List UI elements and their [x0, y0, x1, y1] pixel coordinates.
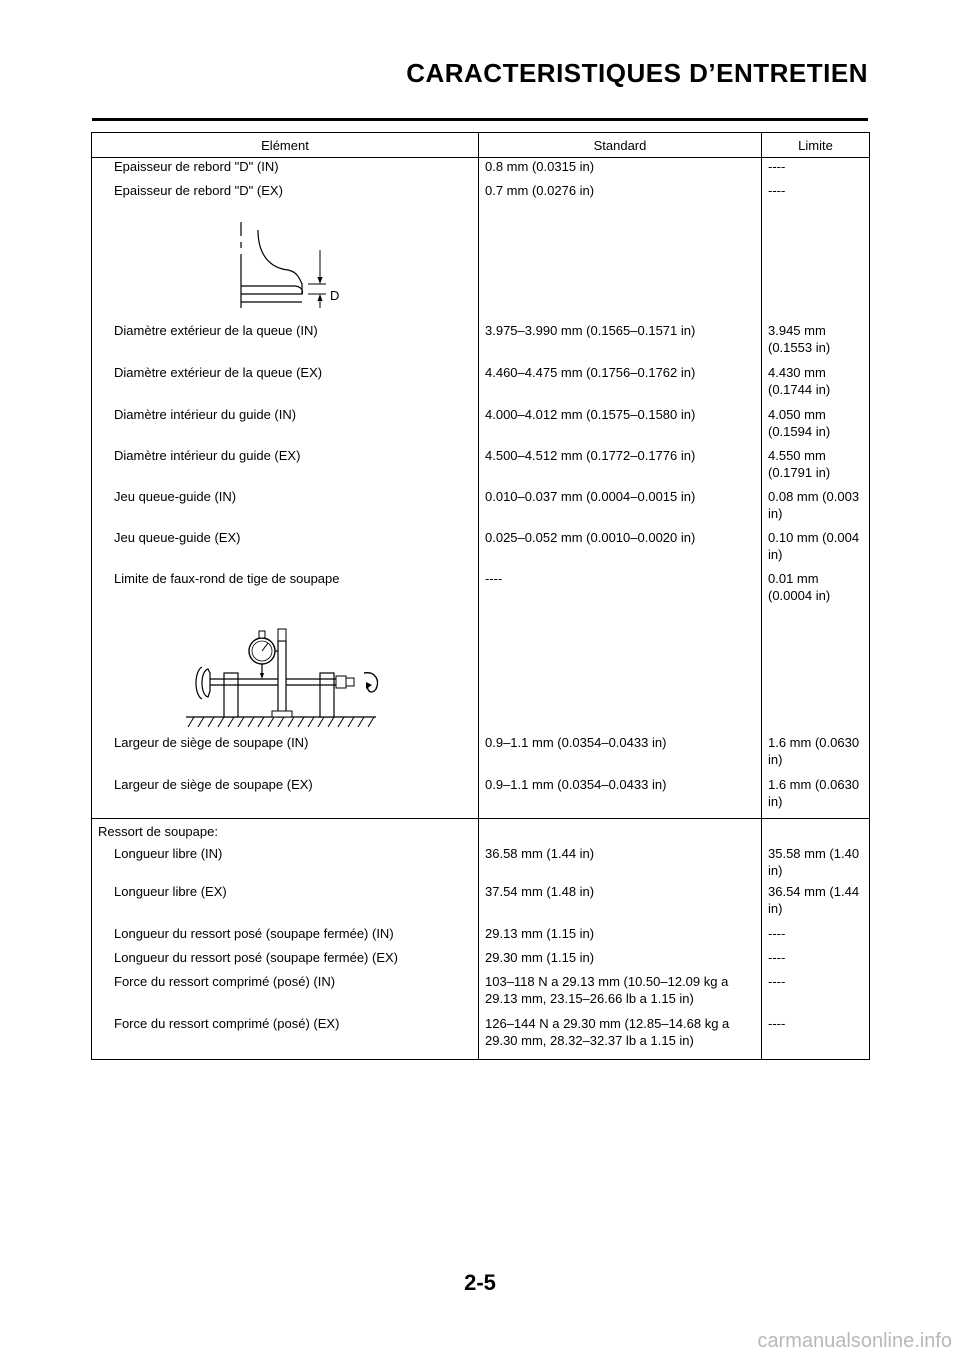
- cell-element: Jeu queue-guide (IN): [92, 488, 479, 529]
- cell-standard: 3.975–3.990 mm (0.1565–0.1571 in): [479, 322, 762, 364]
- header-limit: Limite: [762, 133, 870, 158]
- table-row: [92, 488, 870, 529]
- cell-element: Force du ressort comprimé (posé) (IN): [92, 973, 479, 1015]
- group-label-spring: Ressort de soupape:: [92, 819, 479, 841]
- cell-limit: 35.58 mm (1.40 in): [762, 841, 870, 883]
- table-row: [92, 182, 870, 206]
- table-row: [92, 364, 870, 406]
- table-header-row: [92, 133, 870, 158]
- cell-limit: 4.550 mm (0.1791 in): [762, 447, 870, 488]
- cell-element: Longueur libre (EX): [92, 883, 479, 925]
- cell-standard: ----: [479, 570, 762, 611]
- cell-standard: 103–118 N a 29.13 mm (10.50–12.09 kg a 29.13 mm, 23.15–26.66 lb a 1.15 in): [479, 973, 762, 1015]
- cell-limit: 1.6 mm (0.0630 in): [762, 734, 870, 776]
- runout-gauge-diagram: [180, 611, 410, 731]
- table-row: [92, 776, 870, 819]
- cell-standard: 0.9–1.1 mm (0.0354–0.0433 in): [479, 734, 762, 776]
- cell-standard: 0.8 mm (0.0315 in): [479, 158, 762, 182]
- cell-standard: 4.500–4.512 mm (0.1772–0.1776 in): [479, 447, 762, 488]
- table-row: [92, 406, 870, 447]
- group-row: [92, 819, 870, 841]
- table-row: [92, 734, 870, 776]
- cell-standard: 126–144 N a 29.30 mm (12.85–14.68 kg a 29.30 mm, 28.32–32.37 lb a 1.15 in): [479, 1015, 762, 1060]
- cell-standard: 37.54 mm (1.48 in): [479, 883, 762, 925]
- cell-element: Diamètre extérieur de la queue (IN): [92, 322, 479, 364]
- page-title: CARACTERISTIQUES D’ENTRETIEN: [406, 58, 868, 88]
- cell-element: Diamètre intérieur du guide (EX): [92, 447, 479, 488]
- cell-standard: 29.30 mm (1.15 in): [479, 949, 762, 973]
- table-row: [92, 322, 870, 364]
- title-rule: [92, 118, 868, 121]
- table-row: [92, 1015, 870, 1060]
- cell-element: Epaisseur de rebord "D" (EX): [92, 182, 479, 206]
- cell-element: Force du ressort comprimé (posé) (EX): [92, 1015, 479, 1060]
- cell-standard: 4.000–4.012 mm (0.1575–0.1580 in): [479, 406, 762, 447]
- cell-limit: ----: [762, 1015, 870, 1060]
- table-row: [92, 570, 870, 611]
- cell-element: Limite de faux-rond de tige de soupape: [92, 570, 479, 611]
- cell-limit: 1.6 mm (0.0630 in): [762, 776, 870, 819]
- cell-element: Largeur de siège de soupape (EX): [92, 776, 479, 819]
- cell-element: Diamètre intérieur du guide (IN): [92, 406, 479, 447]
- cell-standard: 0.9–1.1 mm (0.0354–0.0433 in): [479, 776, 762, 819]
- cell-element: Jeu queue-guide (EX): [92, 529, 479, 570]
- cell-element: Epaisseur de rebord "D" (IN): [92, 158, 479, 182]
- cell-standard: 29.13 mm (1.15 in): [479, 925, 762, 949]
- margin-label-d: D: [330, 287, 340, 303]
- cell-standard: 0.025–0.052 mm (0.0010–0.0020 in): [479, 529, 762, 570]
- runout-diagram-cell: [92, 611, 479, 734]
- cell-limit: ----: [762, 973, 870, 1015]
- spec-table: [91, 132, 870, 1060]
- valve-margin-diagram-cell: [92, 206, 479, 322]
- table-row: [92, 841, 870, 883]
- diagram-row: [92, 611, 870, 734]
- cell-limit: ----: [762, 949, 870, 973]
- cell-element: Longueur du ressort posé (soupape fermée) (IN): [92, 925, 479, 949]
- cell-standard: 0.010–0.037 mm (0.0004–0.0015 in): [479, 488, 762, 529]
- table-row: [92, 158, 870, 182]
- cell-standard: 4.460–4.475 mm (0.1756–0.1762 in): [479, 364, 762, 406]
- cell-limit: 0.01 mm (0.0004 in): [762, 570, 870, 611]
- table-row: [92, 925, 870, 949]
- cell-limit: 0.08 mm (0.003 in): [762, 488, 870, 529]
- cell-limit: ----: [762, 158, 870, 182]
- header-element: Elément: [92, 133, 479, 158]
- cell-standard: 0.7 mm (0.0276 in): [479, 182, 762, 206]
- cell-element: Diamètre extérieur de la queue (EX): [92, 364, 479, 406]
- watermark-text: carmanualsonline.info: [757, 1330, 952, 1352]
- cell-limit: ----: [762, 925, 870, 949]
- table-row: [92, 949, 870, 973]
- cell-limit: 4.050 mm (0.1594 in): [762, 406, 870, 447]
- valve-margin-diagram: [222, 210, 422, 320]
- table-row: [92, 529, 870, 570]
- table-row: [92, 883, 870, 925]
- diagram-row: [92, 206, 870, 322]
- cell-limit: 36.54 mm (1.44 in): [762, 883, 870, 925]
- cell-limit: 4.430 mm (0.1744 in): [762, 364, 870, 406]
- table-row: [92, 973, 870, 1015]
- page-number: 2-5: [464, 1270, 496, 1295]
- cell-element: Longueur libre (IN): [92, 841, 479, 883]
- header-standard: Standard: [479, 133, 762, 158]
- cell-limit: 3.945 mm (0.1553 in): [762, 322, 870, 364]
- table-row: [92, 447, 870, 488]
- cell-limit: 0.10 mm (0.004 in): [762, 529, 870, 570]
- cell-limit: ----: [762, 182, 870, 206]
- cell-standard: 36.58 mm (1.44 in): [479, 841, 762, 883]
- cell-element: Largeur de siège de soupape (IN): [92, 734, 479, 776]
- cell-element: Longueur du ressort posé (soupape fermée) (EX): [92, 949, 479, 973]
